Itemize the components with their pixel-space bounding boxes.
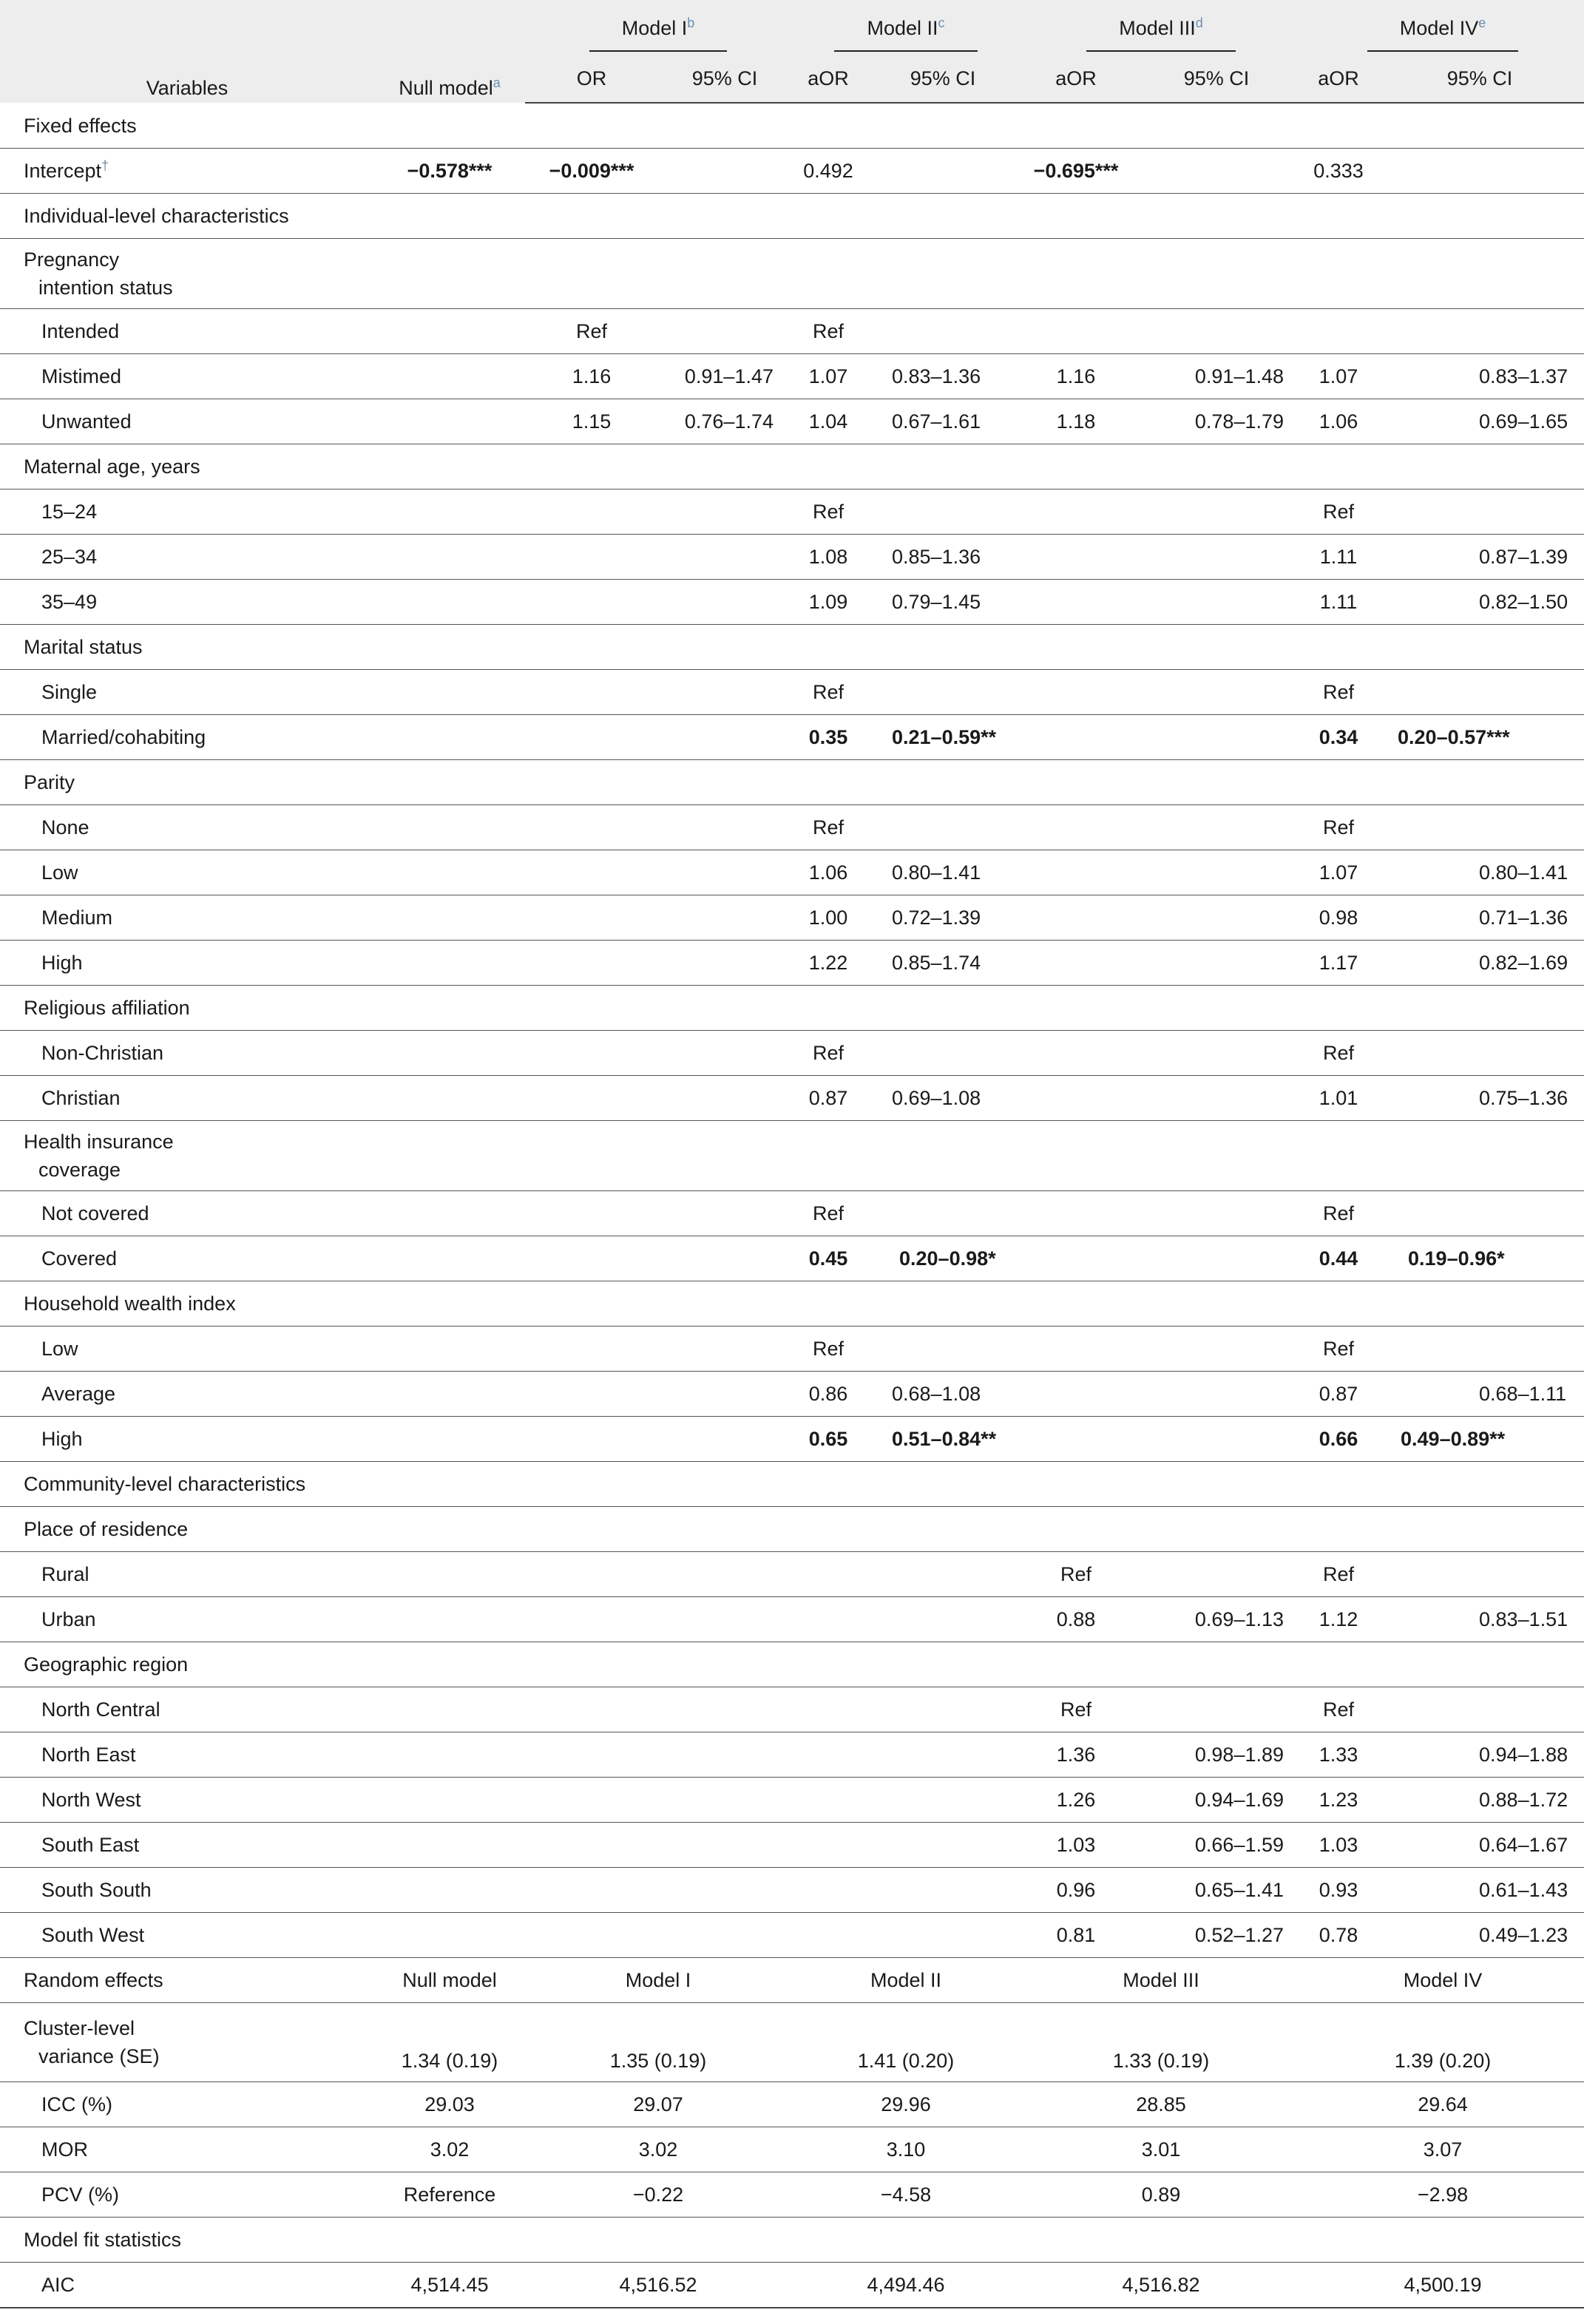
variance-model-3: 1.33 (0.19) bbox=[1021, 2003, 1302, 2082]
model-2-ci bbox=[865, 670, 1021, 715]
header-ci: 95% CI bbox=[1131, 55, 1302, 103]
group-label-age: Maternal age, years bbox=[0, 444, 1584, 489]
model-3-ci: 0.98–1.89 bbox=[1131, 1732, 1302, 1778]
mor-model-2: 3.10 bbox=[791, 2127, 1021, 2172]
group-label-parity: Parity bbox=[0, 760, 1584, 805]
random-col-model-1: Model I bbox=[525, 1958, 791, 2003]
model-4-ci: 0.69–1.65 bbox=[1375, 399, 1584, 444]
pcv-model-2: −4.58 bbox=[791, 2172, 1021, 2218]
model-2-aor: 0.45 bbox=[791, 1236, 865, 1281]
model-4-aor: 0.44 bbox=[1302, 1236, 1375, 1281]
model-4-ci bbox=[1375, 1191, 1584, 1236]
model-2-ci: 0.21–0.59** bbox=[865, 715, 1021, 760]
variance-model-1: 1.35 (0.19) bbox=[525, 2003, 791, 2082]
table-row-pcv bbox=[0, 2172, 1584, 2218]
section-row bbox=[0, 194, 1584, 239]
model-2-ci: 0.68–1.08 bbox=[865, 1372, 1021, 1417]
model-4-aor: 1.06 bbox=[1302, 399, 1375, 444]
group-label-region: Geographic region bbox=[0, 1642, 1584, 1687]
row-label: North East bbox=[0, 1732, 374, 1778]
section-model-fit: Model fit statistics bbox=[0, 2218, 1584, 2263]
mor-model-1: 3.02 bbox=[525, 2127, 791, 2172]
random-col-model-4: Model IV bbox=[1302, 1958, 1584, 2003]
variance-model-4: 1.39 (0.20) bbox=[1302, 2003, 1584, 2082]
header-null-model-label: Null model bbox=[399, 77, 493, 99]
variance-model-2: 1.41 (0.20) bbox=[791, 2003, 1021, 2082]
table-row bbox=[0, 1327, 1584, 1372]
random-col-null: Null model bbox=[374, 1958, 525, 2003]
table-row bbox=[0, 941, 1584, 986]
model-3-aor: 1.16 bbox=[1021, 354, 1131, 399]
group-row-pregnancy bbox=[0, 239, 1584, 309]
mor-model-3: 3.01 bbox=[1021, 2127, 1302, 2172]
row-label: High bbox=[0, 941, 374, 986]
model-4-ci: 0.68–1.11 bbox=[1375, 1372, 1584, 1417]
model-4-aor: Ref bbox=[1302, 489, 1375, 535]
model-1-ci: 0.76–1.74 bbox=[658, 399, 791, 444]
table-row bbox=[0, 1732, 1584, 1778]
model-3-ci: 0.66–1.59 bbox=[1131, 1823, 1302, 1868]
table-row bbox=[0, 1236, 1584, 1281]
section-row bbox=[0, 1462, 1584, 1507]
footnote-marker: c bbox=[938, 16, 945, 30]
aic-null: 4,514.45 bbox=[374, 2263, 525, 2308]
row-label: Mistimed bbox=[0, 354, 374, 399]
model-4-ci: 0.49–0.89** bbox=[1375, 1417, 1584, 1462]
header-aor: aOR bbox=[1302, 55, 1375, 103]
table-row bbox=[0, 1031, 1584, 1076]
row-label: Average bbox=[0, 1372, 374, 1417]
group-label-line-2: intention status bbox=[38, 277, 173, 299]
table-row bbox=[0, 895, 1584, 941]
group-label-wealth: Household wealth index bbox=[0, 1281, 1584, 1327]
model-4-ci bbox=[1375, 489, 1584, 535]
row-label: None bbox=[0, 805, 374, 850]
model-2-aor: Ref bbox=[791, 670, 865, 715]
group-row-religion bbox=[0, 986, 1584, 1031]
model-3-aor: 1.26 bbox=[1021, 1778, 1131, 1823]
model-2-aor: Ref bbox=[791, 805, 865, 850]
mor-null: 3.02 bbox=[374, 2127, 525, 2172]
model-2-ci bbox=[865, 1031, 1021, 1076]
row-label: High bbox=[0, 1417, 374, 1462]
model-3-aor: 1.03 bbox=[1021, 1823, 1131, 1868]
model-4-ci bbox=[1375, 670, 1584, 715]
model-2-aor: 0.35 bbox=[791, 715, 865, 760]
intercept-model-1: −0.009*** bbox=[525, 149, 658, 194]
model-3-ci: 0.78–1.79 bbox=[1131, 399, 1302, 444]
model-4-ci: 0.49–1.23 bbox=[1375, 1913, 1584, 1958]
model-2-ci: 0.79–1.45 bbox=[865, 580, 1021, 625]
model-2-ci: 0.72–1.39 bbox=[865, 895, 1021, 941]
model-4-ci: 0.82–1.69 bbox=[1375, 941, 1584, 986]
row-label: 35–49 bbox=[0, 580, 374, 625]
random-col-model-2: Model II bbox=[791, 1958, 1021, 2003]
footnote-marker: e bbox=[1478, 16, 1486, 30]
group-label-pregnancy bbox=[0, 239, 1584, 309]
model-2-aor: 1.06 bbox=[791, 850, 865, 895]
row-label: Not covered bbox=[0, 1191, 374, 1236]
header-model-4-label: Model IV bbox=[1399, 17, 1479, 39]
section-fixed-effects: Fixed effects bbox=[0, 103, 1584, 149]
row-label: Christian bbox=[0, 1076, 374, 1121]
model-4-aor: 1.33 bbox=[1302, 1732, 1375, 1778]
table-row bbox=[0, 354, 1584, 399]
table-row bbox=[0, 1372, 1584, 1417]
model-1-or: 1.15 bbox=[525, 399, 658, 444]
model-2-aor: 0.86 bbox=[791, 1372, 865, 1417]
model-2-ci bbox=[865, 309, 1021, 354]
variance-label-line-2: variance (SE) bbox=[38, 2045, 160, 2067]
model-2-aor: Ref bbox=[791, 489, 865, 535]
row-label-variance bbox=[0, 2003, 374, 2082]
group-row-insurance bbox=[0, 1121, 1584, 1191]
row-label: 15–24 bbox=[0, 489, 374, 535]
model-3-aor: 1.18 bbox=[1021, 399, 1131, 444]
model-4-aor: Ref bbox=[1302, 1191, 1375, 1236]
model-4-aor: Ref bbox=[1302, 1687, 1375, 1732]
section-community-level: Community-level characteristics bbox=[0, 1462, 1584, 1507]
model-4-ci bbox=[1375, 1552, 1584, 1597]
model-4-aor: 0.98 bbox=[1302, 895, 1375, 941]
row-label: 25–34 bbox=[0, 535, 374, 580]
model-4-ci: 0.94–1.88 bbox=[1375, 1732, 1584, 1778]
table-row bbox=[0, 715, 1584, 760]
model-3-ci: 0.69–1.13 bbox=[1131, 1597, 1302, 1642]
model-2-aor: 1.08 bbox=[791, 535, 865, 580]
header-model-1 bbox=[525, 0, 791, 55]
row-label-mor: MOR bbox=[0, 2127, 374, 2172]
model-2-ci: 0.51–0.84** bbox=[865, 1417, 1021, 1462]
header-ci: 95% CI bbox=[1375, 55, 1584, 103]
group-row-wealth bbox=[0, 1281, 1584, 1327]
table-row bbox=[0, 399, 1584, 444]
model-4-aor: 1.07 bbox=[1302, 354, 1375, 399]
intercept-label: Intercept bbox=[24, 159, 102, 182]
section-row bbox=[0, 103, 1584, 149]
header-model-1-label: Model I bbox=[621, 17, 688, 39]
row-label: Intended bbox=[0, 309, 374, 354]
section-individual-level: Individual-level characteristics bbox=[0, 194, 1584, 239]
icc-model-2: 29.96 bbox=[791, 2082, 1021, 2127]
header-row-1 bbox=[0, 0, 1584, 55]
model-4-aor: Ref bbox=[1302, 805, 1375, 850]
model-4-aor: Ref bbox=[1302, 1031, 1375, 1076]
group-row-region bbox=[0, 1642, 1584, 1687]
model-2-aor: Ref bbox=[791, 1191, 865, 1236]
footnote-marker: a bbox=[493, 75, 501, 90]
footnote-marker: † bbox=[101, 157, 109, 173]
model-4-ci: 0.20–0.57*** bbox=[1375, 715, 1584, 760]
group-label-insurance bbox=[0, 1121, 1584, 1191]
model-4-ci: 0.88–1.72 bbox=[1375, 1778, 1584, 1823]
model-2-aor: Ref bbox=[791, 1327, 865, 1372]
model-4-ci: 0.71–1.36 bbox=[1375, 895, 1584, 941]
model-2-ci bbox=[865, 1327, 1021, 1372]
model-2-ci bbox=[865, 805, 1021, 850]
section-random-effects: Random effects bbox=[0, 1958, 374, 2003]
group-label-religion: Religious affiliation bbox=[0, 986, 1584, 1031]
row-label-pcv: PCV (%) bbox=[0, 2172, 374, 2218]
model-4-aor: 1.11 bbox=[1302, 535, 1375, 580]
pcv-model-1: −0.22 bbox=[525, 2172, 791, 2218]
pcv-model-4: −2.98 bbox=[1302, 2172, 1584, 2218]
model-3-ci bbox=[1131, 1552, 1302, 1597]
row-label: Low bbox=[0, 1327, 374, 1372]
table-row bbox=[0, 535, 1584, 580]
group-label-residence: Place of residence bbox=[0, 1507, 1584, 1552]
row-label-aic: AIC bbox=[0, 2263, 374, 2308]
table-row bbox=[0, 1687, 1584, 1732]
row-label: Unwanted bbox=[0, 399, 374, 444]
aic-model-3: 4,516.82 bbox=[1021, 2263, 1302, 2308]
model-3-ci bbox=[1131, 1687, 1302, 1732]
model-3-ci: 0.91–1.48 bbox=[1131, 354, 1302, 399]
model-2-aor: 1.22 bbox=[791, 941, 865, 986]
row-label-icc: ICC (%) bbox=[0, 2082, 374, 2127]
table-row-icc bbox=[0, 2082, 1584, 2127]
model-4-aor: 0.78 bbox=[1302, 1913, 1375, 1958]
table-row bbox=[0, 850, 1584, 895]
mor-model-4: 3.07 bbox=[1302, 2127, 1584, 2172]
model-2-aor: 1.07 bbox=[791, 354, 865, 399]
random-col-model-3: Model III bbox=[1021, 1958, 1302, 2003]
model-3-aor: 0.88 bbox=[1021, 1597, 1131, 1642]
model-2-aor: 0.87 bbox=[791, 1076, 865, 1121]
row-label: Covered bbox=[0, 1236, 374, 1281]
model-4-ci bbox=[1375, 1687, 1584, 1732]
pcv-null: Reference bbox=[374, 2172, 525, 2218]
pcv-model-3: 0.89 bbox=[1021, 2172, 1302, 2218]
model-4-aor: 1.11 bbox=[1302, 580, 1375, 625]
model-4-ci: 0.87–1.39 bbox=[1375, 535, 1584, 580]
model-3-aor: Ref bbox=[1021, 1552, 1131, 1597]
group-row-marital bbox=[0, 625, 1584, 670]
aic-model-2: 4,494.46 bbox=[791, 2263, 1021, 2308]
model-4-ci: 0.80–1.41 bbox=[1375, 850, 1584, 895]
header-ci: 95% CI bbox=[865, 55, 1021, 103]
model-2-ci bbox=[865, 489, 1021, 535]
model-4-ci: 0.64–1.67 bbox=[1375, 1823, 1584, 1868]
model-3-aor bbox=[1021, 309, 1131, 354]
model-2-aor: Ref bbox=[791, 1031, 865, 1076]
row-label: North Central bbox=[0, 1687, 374, 1732]
header-ci: 95% CI bbox=[658, 55, 791, 103]
table-row bbox=[0, 580, 1584, 625]
model-3-ci: 0.52–1.27 bbox=[1131, 1913, 1302, 1958]
header-model-3 bbox=[1021, 0, 1302, 55]
model-4-ci: 0.83–1.51 bbox=[1375, 1597, 1584, 1642]
intercept-model-4: 0.333 bbox=[1302, 149, 1375, 194]
model-1-ci: 0.91–1.47 bbox=[658, 354, 791, 399]
model-4-aor: 1.23 bbox=[1302, 1778, 1375, 1823]
table-row bbox=[0, 1597, 1584, 1642]
header-aor: aOR bbox=[1021, 55, 1131, 103]
model-4-ci: 0.61–1.43 bbox=[1375, 1868, 1584, 1913]
row-label: South East bbox=[0, 1823, 374, 1868]
model-4-aor: Ref bbox=[1302, 1552, 1375, 1597]
table-row bbox=[0, 1868, 1584, 1913]
model-4-aor: 1.07 bbox=[1302, 850, 1375, 895]
model-2-aor: 1.04 bbox=[791, 399, 865, 444]
header-model-3-label: Model III bbox=[1119, 17, 1196, 39]
model-4-aor: 0.66 bbox=[1302, 1417, 1375, 1462]
table-row bbox=[0, 1191, 1584, 1236]
section-row bbox=[0, 2218, 1584, 2263]
row-label: Married/cohabiting bbox=[0, 715, 374, 760]
group-label-line-2: coverage bbox=[38, 1159, 121, 1181]
model-4-ci: 0.19–0.96* bbox=[1375, 1236, 1584, 1281]
model-1-ci bbox=[658, 309, 791, 354]
model-3-ci: 0.94–1.69 bbox=[1131, 1778, 1302, 1823]
aic-model-4: 4,500.19 bbox=[1302, 2263, 1584, 2308]
header-aor: aOR bbox=[791, 55, 865, 103]
row-label: South West bbox=[0, 1913, 374, 1958]
icc-model-1: 29.07 bbox=[525, 2082, 791, 2127]
model-3-aor: 1.36 bbox=[1021, 1732, 1131, 1778]
model-2-ci: 0.69–1.08 bbox=[865, 1076, 1021, 1121]
table-row-intercept bbox=[0, 149, 1584, 194]
model-4-ci bbox=[1375, 1031, 1584, 1076]
model-4-aor: 0.34 bbox=[1302, 715, 1375, 760]
model-3-aor: Ref bbox=[1021, 1687, 1131, 1732]
header-or: OR bbox=[525, 55, 658, 103]
model-4-aor bbox=[1302, 309, 1375, 354]
row-label: Low bbox=[0, 850, 374, 895]
model-4-aor: 0.87 bbox=[1302, 1372, 1375, 1417]
model-2-aor: 1.09 bbox=[791, 580, 865, 625]
model-4-aor: Ref bbox=[1302, 670, 1375, 715]
model-3-aor: 0.81 bbox=[1021, 1913, 1131, 1958]
row-label: North West bbox=[0, 1778, 374, 1823]
model-4-ci bbox=[1375, 1327, 1584, 1372]
group-row-age bbox=[0, 444, 1584, 489]
model-4-aor: 1.03 bbox=[1302, 1823, 1375, 1868]
row-label: Medium bbox=[0, 895, 374, 941]
model-2-ci: 0.83–1.36 bbox=[865, 354, 1021, 399]
footnote-marker: b bbox=[687, 16, 695, 30]
icc-model-4: 29.64 bbox=[1302, 2082, 1584, 2127]
table-row bbox=[0, 309, 1584, 354]
table-row bbox=[0, 489, 1584, 535]
row-label-intercept bbox=[0, 149, 374, 194]
model-4-ci: 0.82–1.50 bbox=[1375, 580, 1584, 625]
model-1-or: 1.16 bbox=[525, 354, 658, 399]
table-row-aic bbox=[0, 2263, 1584, 2308]
model-2-ci bbox=[865, 1191, 1021, 1236]
aic-model-1: 4,516.52 bbox=[525, 2263, 791, 2308]
model-3-aor: 0.96 bbox=[1021, 1868, 1131, 1913]
model-2-ci: 0.85–1.36 bbox=[865, 535, 1021, 580]
variance-null: 1.34 (0.19) bbox=[374, 2003, 525, 2082]
header-variables: Variables bbox=[0, 0, 374, 103]
model-4-aor: Ref bbox=[1302, 1327, 1375, 1372]
model-4-ci: 0.83–1.37 bbox=[1375, 354, 1584, 399]
model-2-aor: Ref bbox=[791, 309, 865, 354]
group-row-residence bbox=[0, 1507, 1584, 1552]
model-4-aor: 0.93 bbox=[1302, 1868, 1375, 1913]
header-null-model bbox=[374, 0, 525, 103]
variance-label-line-1: Cluster-level bbox=[24, 2017, 135, 2039]
table-row bbox=[0, 1552, 1584, 1597]
intercept-null: −0.578*** bbox=[374, 149, 525, 194]
model-2-aor: 0.65 bbox=[791, 1417, 865, 1462]
row-label: South South bbox=[0, 1868, 374, 1913]
model-2-aor: 1.00 bbox=[791, 895, 865, 941]
table-row bbox=[0, 1913, 1584, 1958]
table-row bbox=[0, 1823, 1584, 1868]
row-label: Urban bbox=[0, 1597, 374, 1642]
model-4-aor: 1.12 bbox=[1302, 1597, 1375, 1642]
icc-model-3: 28.85 bbox=[1021, 2082, 1302, 2127]
model-2-ci: 0.67–1.61 bbox=[865, 399, 1021, 444]
table-row-variance bbox=[0, 2003, 1584, 2082]
row-label: Single bbox=[0, 670, 374, 715]
group-label-line-1: Pregnancy bbox=[24, 248, 120, 271]
table-row bbox=[0, 1417, 1584, 1462]
header-model-4 bbox=[1302, 0, 1584, 55]
intercept-model-3: −0.695*** bbox=[1021, 149, 1131, 194]
model-4-ci: 0.75–1.36 bbox=[1375, 1076, 1584, 1121]
group-label-line-1: Health insurance bbox=[24, 1131, 174, 1153]
random-effects-header-row bbox=[0, 1958, 1584, 2003]
intercept-model-2: 0.492 bbox=[791, 149, 865, 194]
model-2-ci: 0.80–1.41 bbox=[865, 850, 1021, 895]
row-label: Non-Christian bbox=[0, 1031, 374, 1076]
model-3-ci: 0.65–1.41 bbox=[1131, 1868, 1302, 1913]
model-2-ci: 0.85–1.74 bbox=[865, 941, 1021, 986]
table-row bbox=[0, 1778, 1584, 1823]
group-label-marital: Marital status bbox=[0, 625, 1584, 670]
icc-null: 29.03 bbox=[374, 2082, 525, 2127]
row-label: Rural bbox=[0, 1552, 374, 1597]
table-row-mor bbox=[0, 2127, 1584, 2172]
model-4-ci bbox=[1375, 805, 1584, 850]
header-model-2 bbox=[791, 0, 1021, 55]
model-3-ci bbox=[1131, 309, 1302, 354]
model-4-aor: 1.01 bbox=[1302, 1076, 1375, 1121]
header-model-2-label: Model II bbox=[867, 17, 938, 39]
model-2-ci: 0.20–0.98* bbox=[865, 1236, 1021, 1281]
model-4-ci bbox=[1375, 309, 1584, 354]
footnote-marker: d bbox=[1195, 16, 1203, 30]
group-row-parity bbox=[0, 760, 1584, 805]
model-1-or: Ref bbox=[525, 309, 658, 354]
model-4-aor: 1.17 bbox=[1302, 941, 1375, 986]
table-row bbox=[0, 805, 1584, 850]
table-row bbox=[0, 670, 1584, 715]
table-row bbox=[0, 1076, 1584, 1121]
